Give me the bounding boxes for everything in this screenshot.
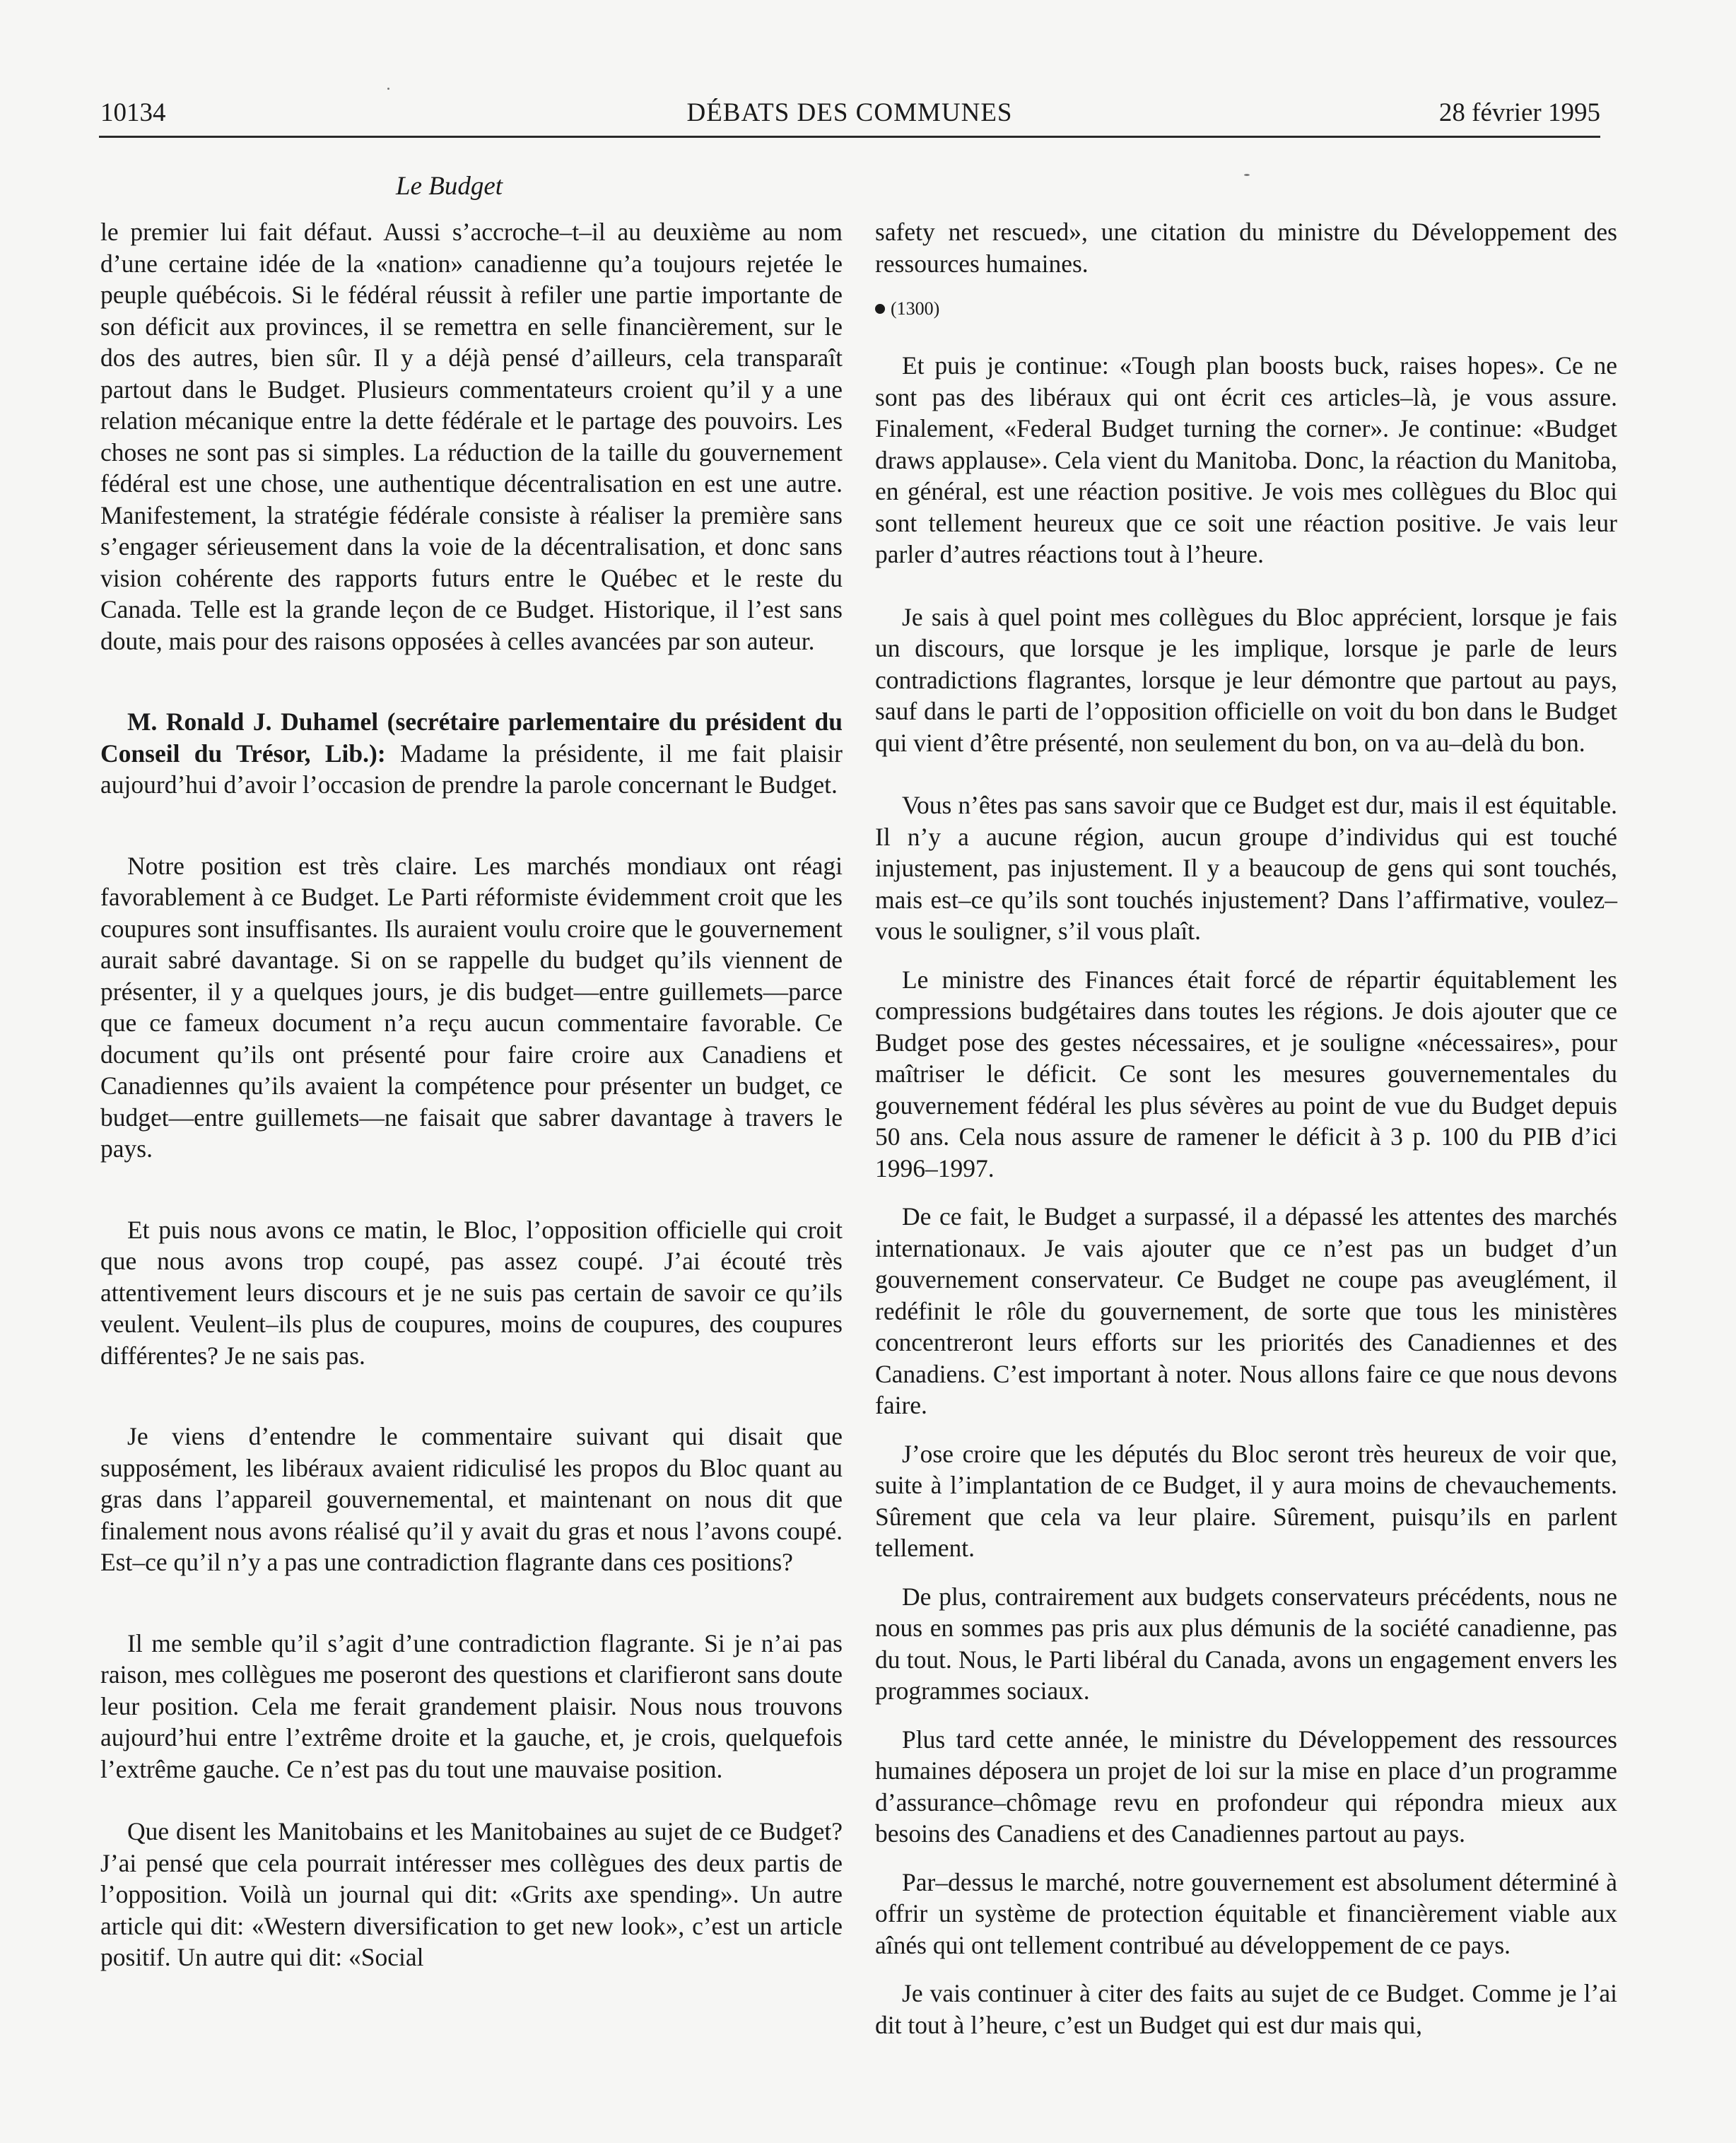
paragraph: Vous n’êtes pas sans savoir que ce Budget est dur, mais il est équitable. Il n’y a aucune région, aucun groupe d’individus qui est touché injustement, pas injustement. Il y a beaucoup de gens qui sont touchés, mais est–ce qu’ils sont touchés injustement? Dans l’affirmative, voulez–vous le souligner, s’il vous plaît. [875,791,1617,945]
bullet-icon [875,304,885,314]
paragraph: Par–dessus le marché, notre gouvernement est absolument déterminé à offrir un système de protection équitable et financièrement viable aux aînés qui ont tellement contribué au développement de ce pays. [875,1867,1617,1959]
paragraph: Plus tard cette année, le ministre du Développement des ressources humaines déposera un projet de loi sur la mise en place d’un programme d’assurance–chômage revu en profondeur qui répondra mieux aux besoins des Canadiens et des Canadiennes partout au pays. [875,1725,1617,1848]
paragraph: Que disent les Manitobains et les Manitobaines au sujet de ce Budget? J’ai pensé que cela pourrait intéresser mes collègues des deux partis de l’opposition. Voilà un journal qui dit: «Grits axe spending». Un autre article qui dit: «Western diversification to get new look», c’est un article positif. Un autre qui dit: «Social [100,1817,843,1971]
publication-date: 28 février 1995 [1438,98,1600,127]
page-header [99,96,1600,138]
paragraph: J’ose croire que les députés du Bloc seront très heureux de voir que, suite à l’implantation de ce Budget, il y aura moins de chevauchements. Sûrement que cela va leur plaire. Sûrement, puisqu’ils en parlent tellement. [875,1439,1617,1562]
speaker-paragraph [100,706,843,801]
paragraph: Je vais continuer à citer des faits au sujet de ce Budget. Comme je l’ai dit tout à l’heure, c’est un Budget qui est dur mais qui, [875,1979,1617,2039]
timestamp: (1300) [891,298,940,319]
paragraph: safety net rescued», une citation du ministre du Développement des ressources humaines. [875,218,1617,278]
paragraph: Le ministre des Finances était forcé de répartir équitablement les compressions budgétaires dans toutes les régions. Je dois ajouter que ce Budget pose des gestes nécessaires, et je souligne «nécessaires», pour maîtriser le déficit. Ce sont les mesures gouvernementales du gouvernement fédéral les plus sévères au point de vue du Budget depuis 50 ans. Cela nous assure de ramener le déficit à 3 p. 100 du PIB d’ici 1996–1997. [875,965,1617,1182]
scan-speck [387,88,389,90]
paragraph: De plus, contrairement aux budgets conservateurs précédents, nous ne nous en sommes pas pris aux plus démunis de la société canadienne, pas du tout. Nous, le Parti libéral du Canada, avons un engagement envers les programmes sociaux. [875,1582,1617,1705]
paragraph: le premier lui fait défaut. Aussi s’accroche–t–il au deuxième au nom d’une certaine idée de la «nation» canadienne qu’a toujours rejetée le peuple québécois. Si le fédéral réussit à refiler une partie importante de son déficit aux provinces, il se remettra en selle financièrement, sur le dos des autres, bien sûr. Il y a déjà pensé d’ailleurs, cela transparaît partout dans le Budget. Plusieurs commentateurs croient qu’il y a une relation mécanique entre la dette fédérale et le partage des pouvoirs. Les choses ne sont pas si simples. La réduction de la taille du gouvernement fédéral est une chose, une authentique décentralisation en est une autre. Manifestement, la stratégie fédérale consiste à réaliser la première sans s’engager sérieusement dans la voie de la décentralisation, et donc sans vision cohérente des rapports futurs entre le Québec et le reste du Canada. Telle est la grande leçon de ce Budget. Historique, il l’est sans doute, mais pour des raisons opposées à celles avancées par son auteur. [100,218,843,655]
timestamp-marker [875,296,1617,322]
page-number: 10134 [100,98,166,127]
left-column [100,216,843,2004]
paragraph: Je viens d’entendre le commentaire suivant qui disait que supposément, les libéraux avaient ridiculisé les propos du Bloc quant au gras dans l’appareil gouvernemental, et maintenant on nous dit que finalement nous avons réalisé qu’il y avait du gras et nous l’avons coupé. Est–ce qu’il n’y a pas une contradiction flagrante dans ces positions? [100,1422,843,1576]
paragraph: De ce fait, le Budget a surpassé, il a dépassé les attentes des marchés internationaux. Je vais ajouter que ce n’est pas un budget d’un gouvernement conservateur. Ce Budget ne coupe pas aveuglément, il redéfinit le rôle du gouvernement, de sorte que tous les ministères concentreront leurs efforts sur les priorités des Canadiennes et des Canadiens. C’est important à noter. Nous allons faire ce que nous devons faire. [875,1202,1617,1419]
paragraph: Notre position est très claire. Les marchés mondiaux ont réagi favorablement à ce Budget. Le Parti réformiste évidemment croit que les coupures sont insuffisantes. Ils auraient voulu croire que le gouvernement aurait sabré davantage. Si on se rappelle du budget qu’ils viennent de présenter, il y a quelques jours, je dis budget—entre guillemets—parce que ce fameux document n’a reçu aucun commentaire favorable. Ce document qu’ils ont présenté pour faire croire aux Canadiens et Canadiennes qu’ils avaient la compétence pour présenter un budget, ce budget—entre guillemets—ne faisait que sabrer davantage à travers le pays. [100,851,843,1163]
paragraph: Il me semble qu’il s’agit d’une contradiction flagrante. Si je n’ai pas raison, mes collègues me poseront des questions et clarifieront sans doute leur position. Cela me ferait grandement plaisir. Nous nous trouvons aujourd’hui entre l’extrême droite et la gauche, et, je crois, quelquefois l’extrême gauche. Ce n’est pas du tout une mauvaise position. [100,1628,843,1783]
right-column [875,216,1617,2057]
speaker-name: M. Ronald J. Duhamel (secrétaire parlementaire du président du Conseil du Trésor, Lib.): [100,708,843,768]
paragraph: Et puis nous avons ce matin, le Bloc, l’opposition officielle qui croit que nous avons trop coupé, pas assez coupé. J’ai écouté très attentivement leurs discours et je ne suis pas certain de savoir ce qu’ils veulent. Veulent–ils plus de coupures, moins de coupures, des coupures différentes? Je ne sais pas. [100,1215,843,1370]
paragraph: Je sais à quel point mes collègues du Bloc apprécient, lorsque je fais un discours, que lorsque je les implique, lorsque je parle de leurs contradictions flagrantes, lorsque je leur démontre que partout au pays, sauf dans le parti de l’opposition officielle on voit du bon dans le Budget qui vient d’être présenté, non seulement du bon, on va au–delà du bon. [875,602,1617,757]
speaker-text: Madame la présidente, il me fait plaisir aujourd’hui d’avoir l’occasion de prendre la parole concernant le Budget. [100,739,843,799]
paragraph: Et puis je continue: «Tough plan boosts buck, raises hopes». Ce ne sont pas des libéraux qui ont écrit ces articles–là, je vous assure. Finalement, «Federal Budget turning the corner». Je continue: «Budget draws applause». Cela vient du Manitoba. Donc, la réaction du Manitoba, en général, est une réaction positive. Je vois mes collègues du Bloc qui sont tellement heureux que ce soit une réaction positive. Je vais leur parler d’autres réactions tout à l’heure. [875,351,1617,568]
scan-speck [1244,174,1250,176]
section-title: Le Budget [396,172,503,201]
publication-title: DÉBATS DES COMMUNES [686,98,1013,127]
